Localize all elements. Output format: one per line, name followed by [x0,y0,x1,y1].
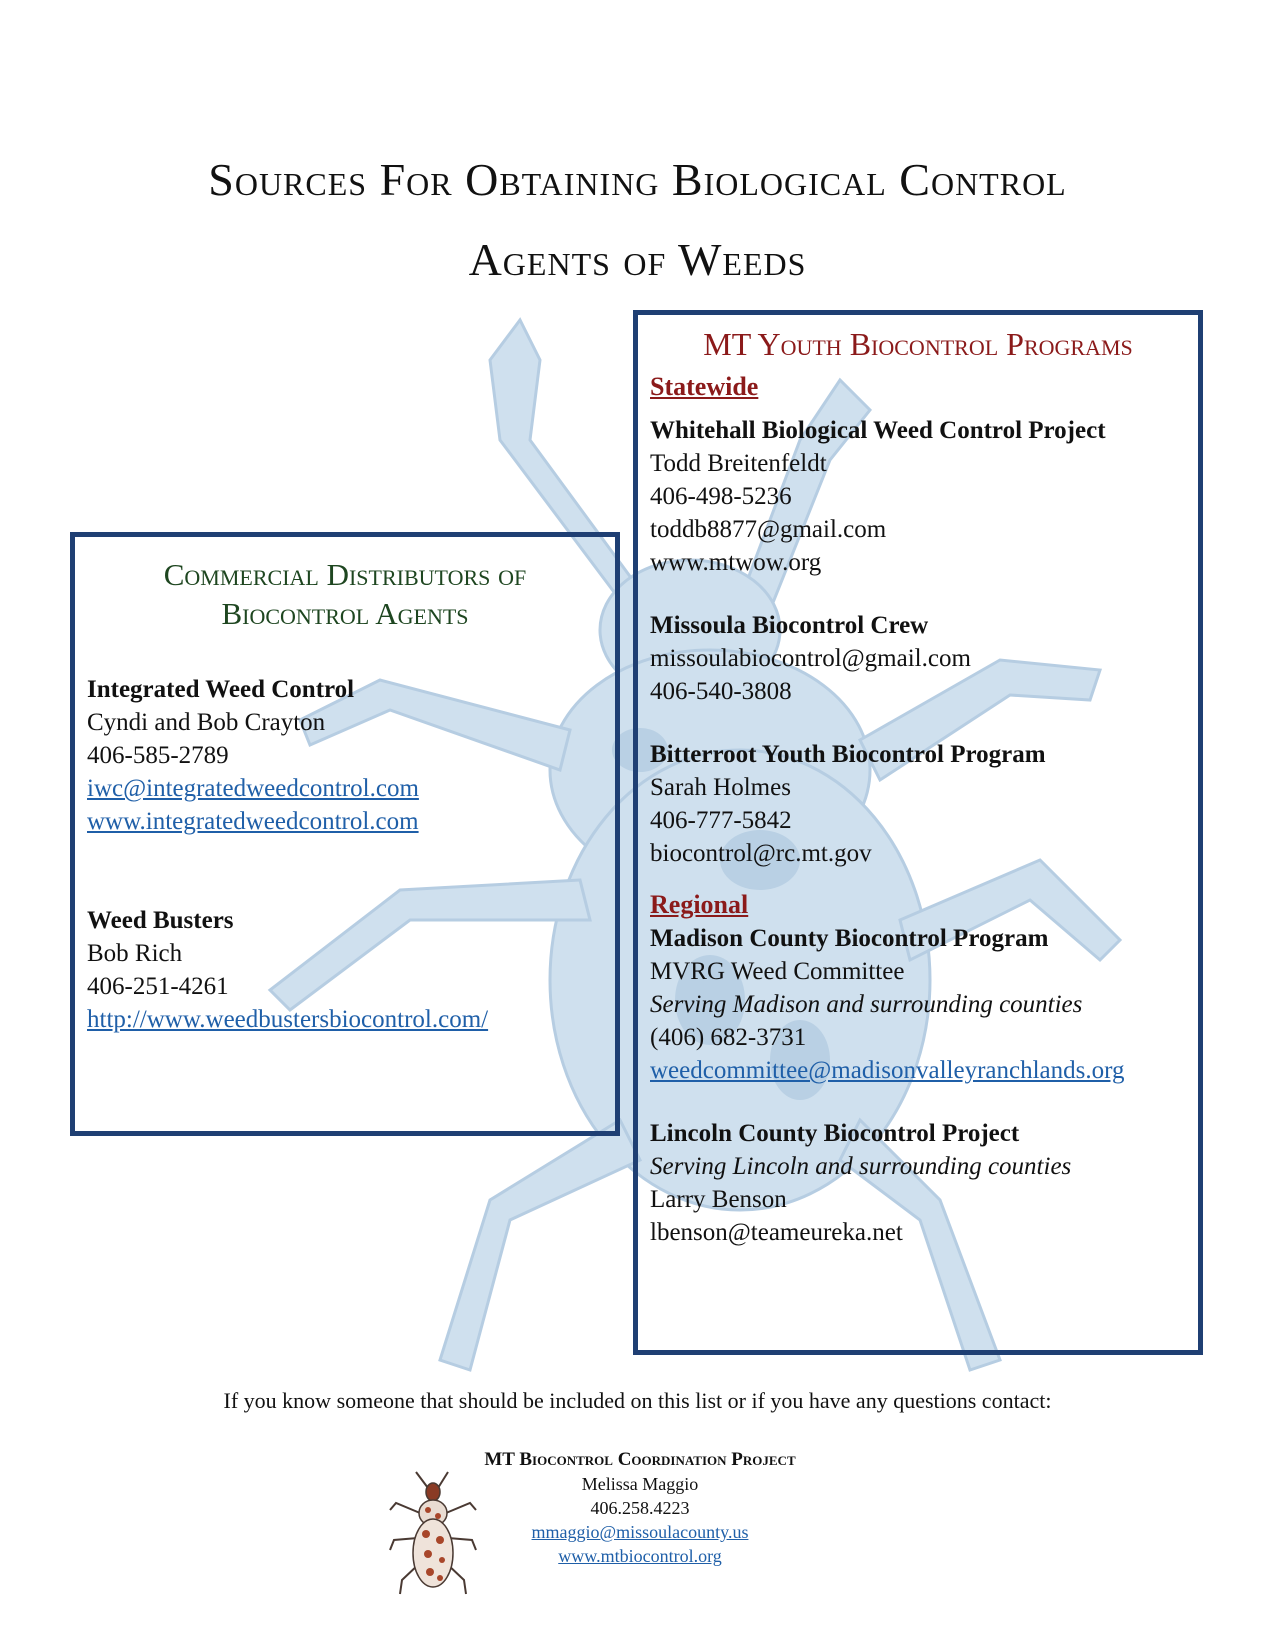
distributor-integrated-weed-control [87,673,603,838]
program-missoula [650,609,1186,708]
section-statewide: Statewide [650,372,759,401]
program-name: Missoula Biocontrol Crew [650,612,929,639]
distributor-phone: 406-251-4261 [87,973,229,1000]
program-contact: Sarah Holmes [650,774,791,801]
distributor-contact: Bob Rich [87,940,183,967]
distributor-weed-busters [87,904,603,1036]
program-phone: 406-540-3808 [650,678,792,705]
program-web: www.mtwow.org [650,549,822,576]
program-serving: Serving Lincoln and surrounding counties [650,1153,1072,1180]
program-lincoln [650,1117,1186,1249]
youth-heading: MT Youth Biocontrol Programs [703,326,1133,362]
program-name: Bitterroot Youth Biocontrol Program [650,741,1046,768]
program-contact: Larry Benson [650,1186,787,1213]
footer-contact-block [440,1448,840,1568]
program-contact: MVRG Weed Committee [650,958,905,985]
program-name: Lincoln County Biocontrol Project [650,1120,1020,1147]
title-line-2: Agents of Weeds [468,234,807,285]
commercial-heading: Commercial Distributors of Biocontrol Agents [163,557,527,631]
title-line-1: Sources For Obtaining Biological Control [208,154,1067,205]
distributor-web-link[interactable]: http://www.weedbustersbiocontrol.com/ [87,1006,489,1033]
distributor-email-link[interactable]: iwc@integratedweedcontrol.com [87,775,419,802]
program-phone: 406-498-5236 [650,483,792,510]
program-email: toddb8877@gmail.com [650,516,887,543]
commercial-distributors-box [70,532,620,1136]
distributor-phone: 406-585-2789 [87,742,229,769]
program-serving: Serving Madison and surrounding counties [650,991,1083,1018]
program-contact: Todd Breitenfeldt [650,450,827,477]
program-email: lbenson@teameureka.net [650,1219,903,1246]
youth-programs-box [633,310,1203,1355]
program-phone: (406) 682-3731 [650,1024,807,1051]
footer-web-link[interactable]: www.mtbiocontrol.org [558,1546,722,1566]
footer-org-name: MT Biocontrol Coordination Project [484,1449,796,1470]
distributor-web-link[interactable]: www.integratedweedcontrol.com [87,808,419,835]
distributor-name: Weed Busters [87,907,234,934]
program-email: missoulabiocontrol@gmail.com [650,645,971,672]
program-bitterroot [650,738,1186,870]
program-phone: 406-777-5842 [650,807,792,834]
program-name: Whitehall Biological Weed Control Project [650,417,1106,444]
page-title [0,140,1275,300]
program-madison [650,922,1186,1087]
program-email: biocontrol@rc.mt.gov [650,840,872,867]
footer-contact-name: Melissa Maggio [581,1474,699,1494]
footer-phone: 406.258.4223 [590,1498,690,1518]
program-whitehall [650,414,1186,579]
footer-email-link[interactable]: mmaggio@missoulacounty.us [531,1522,749,1542]
program-name: Madison County Biocontrol Program [650,925,1049,952]
distributor-name: Integrated Weed Control [87,676,355,703]
distributor-contact: Cyndi and Bob Crayton [87,709,326,736]
program-email-link[interactable]: weedcommittee@madisonvalleyranchlands.org [650,1057,1125,1084]
section-regional: Regional [650,890,749,919]
footer-question: If you know someone that should be included on this list or if you have any questions contact: [223,1388,1052,1413]
